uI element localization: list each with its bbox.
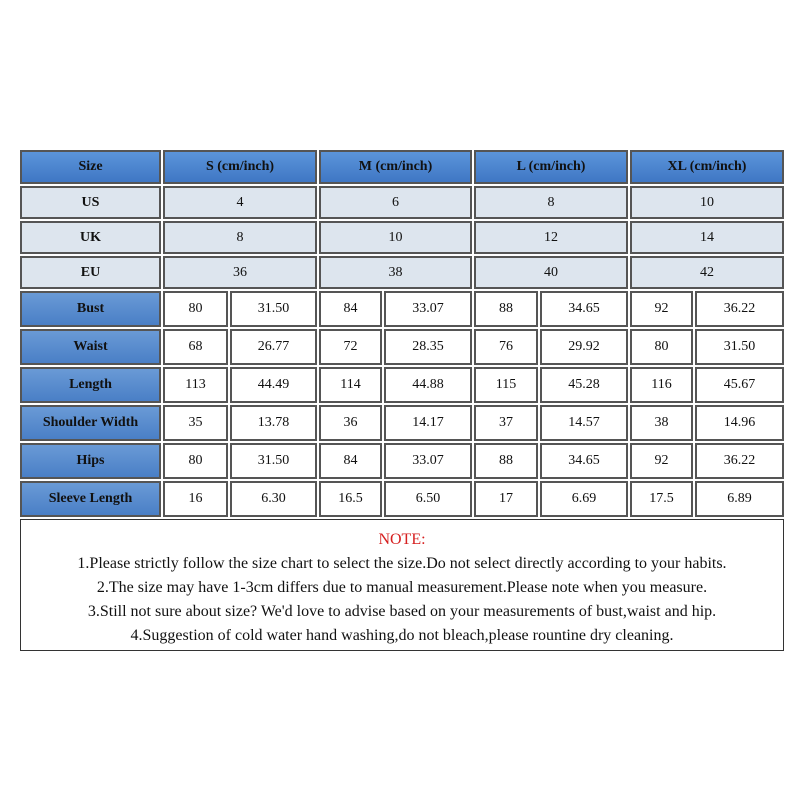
cm-value: 76 [474, 329, 538, 365]
cm-value: 88 [474, 443, 538, 479]
note-line: 4.Suggestion of cold water hand washing,do not bleach,please rountine dry cleaning. [130, 627, 674, 644]
size-value: 6 [319, 186, 472, 219]
inch-value: 6.89 [695, 481, 784, 517]
size-value: 40 [474, 256, 628, 289]
size-value: 12 [474, 221, 628, 254]
inch-value: 26.77 [230, 329, 317, 365]
cm-value: 80 [163, 443, 228, 479]
inch-value: 36.22 [695, 443, 784, 479]
cm-value: 16.5 [319, 481, 382, 517]
cm-value: 72 [319, 329, 382, 365]
note-line: 1.Please strictly follow the size chart to select the size.Do not select directly according to your habits. [77, 555, 727, 572]
cm-value: 17 [474, 481, 538, 517]
note-line: 3.Still not sure about size? We'd love to advise based on your measurements of bust,waist and hip. [87, 603, 717, 620]
cm-value: 35 [163, 405, 228, 441]
measure-row-label: Length [20, 367, 161, 403]
cm-value: 37 [474, 405, 538, 441]
measure-row-label: Shoulder Width [20, 405, 161, 441]
cm-value: 68 [163, 329, 228, 365]
measure-row-label: Waist [20, 329, 161, 365]
cm-value: 84 [319, 443, 382, 479]
note-title: NOTE: [378, 531, 426, 548]
header-size-column: M (cm/inch) [319, 150, 472, 184]
cm-value: 80 [163, 291, 228, 327]
inch-value: 44.49 [230, 367, 317, 403]
inch-value: 45.67 [695, 367, 784, 403]
size-value: 10 [319, 221, 472, 254]
size-chart [20, 150, 784, 651]
measure-row-label: Sleeve Length [20, 481, 161, 517]
inch-value: 31.50 [695, 329, 784, 365]
inch-value: 44.88 [384, 367, 472, 403]
measure-row-label: Bust [20, 291, 161, 327]
inch-value: 6.69 [540, 481, 628, 517]
header-size: Size [20, 150, 161, 184]
size-value: 8 [474, 186, 628, 219]
cm-value: 17.5 [630, 481, 693, 517]
cm-value: 115 [474, 367, 538, 403]
size-row-label: EU [20, 256, 161, 289]
size-value: 14 [630, 221, 784, 254]
inch-value: 31.50 [230, 443, 317, 479]
size-value: 42 [630, 256, 784, 289]
measure-row-label: Hips [20, 443, 161, 479]
inch-value: 29.92 [540, 329, 628, 365]
inch-value: 34.65 [540, 443, 628, 479]
inch-value: 13.78 [230, 405, 317, 441]
size-value: 10 [630, 186, 784, 219]
note-box [20, 519, 784, 651]
cm-value: 88 [474, 291, 538, 327]
cm-value: 116 [630, 367, 693, 403]
cm-value: 92 [630, 291, 693, 327]
inch-value: 6.50 [384, 481, 472, 517]
inch-value: 31.50 [230, 291, 317, 327]
inch-value: 33.07 [384, 443, 472, 479]
cm-value: 80 [630, 329, 693, 365]
cm-value: 92 [630, 443, 693, 479]
header-size-column: S (cm/inch) [163, 150, 317, 184]
inch-value: 36.22 [695, 291, 784, 327]
cm-value: 113 [163, 367, 228, 403]
size-row-label: US [20, 186, 161, 219]
cm-value: 114 [319, 367, 382, 403]
inch-value: 6.30 [230, 481, 317, 517]
size-value: 8 [163, 221, 317, 254]
inch-value: 33.07 [384, 291, 472, 327]
inch-value: 28.35 [384, 329, 472, 365]
inch-value: 34.65 [540, 291, 628, 327]
cm-value: 84 [319, 291, 382, 327]
cm-value: 36 [319, 405, 382, 441]
inch-value: 45.28 [540, 367, 628, 403]
inch-value: 14.17 [384, 405, 472, 441]
header-size-column: XL (cm/inch) [630, 150, 784, 184]
size-row-label: UK [20, 221, 161, 254]
header-size-column: L (cm/inch) [474, 150, 628, 184]
cm-value: 16 [163, 481, 228, 517]
cm-value: 38 [630, 405, 693, 441]
inch-value: 14.57 [540, 405, 628, 441]
size-value: 4 [163, 186, 317, 219]
inch-value: 14.96 [695, 405, 784, 441]
note-line: 2.The size may have 1-3cm differs due to manual measurement.Please note when you measure. [96, 579, 708, 596]
size-value: 36 [163, 256, 317, 289]
size-value: 38 [319, 256, 472, 289]
